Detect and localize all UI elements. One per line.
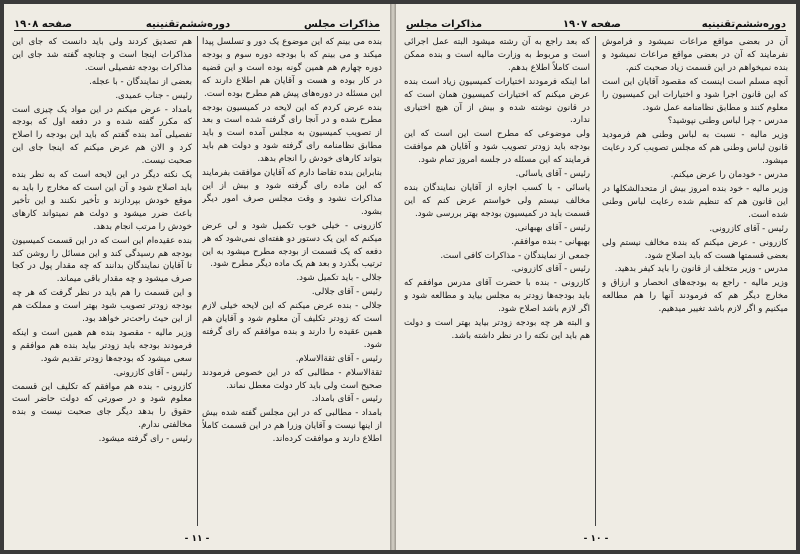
paragraph: کازرونی - بنده هم موافقم که تکلیف این قسمت معلوم شود و در صورتی که دولت حاضر است حقوق را بدهد دیگر جای صحبت نیست و بنده مخالفتی ندارم. xyxy=(12,381,192,431)
left-page-left-column xyxy=(12,36,192,526)
left-header-title: مذاکرات مجلس xyxy=(303,19,380,30)
paragraph: کازرونی - بنده با حضرت آقای مدرس موافقم که باید بودجه‌ها زودتر به مجلس بیاید و مطالعه شود و اگر لازم باشد اصلاح شود. xyxy=(404,278,590,315)
paragraph: رئیس - رای گرفته میشود. xyxy=(98,434,192,445)
paragraph: وزیر مالیه - مقصود بنده هم همین است و اینکه فرمودند بودجه باید زودتر بیاید بنده هم موافقم و سعی میشود که بودجه‌ها زودتر تقدیم شود. xyxy=(12,327,192,364)
book-spread xyxy=(4,4,796,550)
paragraph: که بعد راجع به آن رشته میشود البته عمل اجرائی است و مربوط به وزارت مالیه است و بنده ممکن است کاملاً اطلاع بدهم. xyxy=(404,37,590,73)
paragraph: کازرونی - عرض میکنم که بنده مخالف نیستم ولی بعضی قسمتها هست که باید اصلاح شود. xyxy=(602,237,788,261)
paragraph: ولی موضوعی که مطرح است این است که این بودجه باید زودتر تصویب شود و آقایان هم موافقت فرمایند که این مسئله در جلسه امروز تمام شود. xyxy=(404,129,590,166)
left-header-session: دوره‌ششم‌تقنینیه xyxy=(145,19,231,30)
right-header-session: دوره‌ششم‌تقنینیه xyxy=(701,19,786,30)
right-page-right-column xyxy=(602,36,788,526)
paragraph: رئیس - آقای کازرونی. xyxy=(511,264,590,275)
left-page xyxy=(4,4,390,550)
paragraph: بنده می بینم که این موضوع یک دور و تسلسل پیدا میکند و می بینم که با بودجه دوره سوم و بودجه دوره چهارم هم همین گونه بوده است و این قضیه در کار بوده و هست و آقایان هم اطلاع دارند که این مسئله در دوره‌های پیش هم مطرح بوده است. xyxy=(202,37,382,99)
paragraph: رئیس - آقای جلالی. xyxy=(311,287,382,298)
paragraph: بنده عرض کردم که این لایحه در کمیسیون بودجه مطرح شده و در آنجا رای گرفته شده است و بعد از تصویب کمیسیون به مجلس آمده است و باید مطابق نظامنامه رای گرفته شود و دولت هم باید بتواند کارهای خودش را انجام بدهد. xyxy=(202,102,382,165)
paragraph: بهبهانی - بنده موافقم. xyxy=(511,236,590,247)
paragraph: بعضی از نمایندگان - با عجله. xyxy=(89,76,192,87)
paragraph: یک نکته دیگر در این لایحه است که به نظر بنده باید اصلاح شود و آن این است که مخارج را باید به موقع خودش بپردازند و تأخیر نکنند و این تأخیر باعث ضرر میشود و دولت هم نمیتواند کارهای خودش را مرتب انجام بدهد. xyxy=(12,170,192,232)
paragraph: یاسائی - با کسب اجازه از آقایان نمایندگان بنده مخالف نیستم ولی خواستم عرض کنم که این قسمت باید در کمیسیون بودجه بهتر بررسی شود. xyxy=(404,182,590,219)
paragraph: رئیس - آقای کازرونی. xyxy=(113,367,192,378)
right-page-header xyxy=(406,12,786,31)
left-page-header xyxy=(14,12,380,31)
paragraph: و البته هر چه بودجه زودتر بیاید بهتر است و دولت هم باید این نکته را در نظر داشته باشد. xyxy=(404,318,590,341)
paragraph: بامداد - عرض میکنم در این مواد یک چیزی است که مکرر گفته شده و در دفعه اول که بودجه تفصیلی آمد بنده گفتم که باید این بودجه را اصلاح کرد و الان هم عرض میکنم که اینجا جای این صحبت نیست. xyxy=(12,104,192,167)
paragraph: آنچه مسلم است اینست که مقصود آقایان این است که این قانون اجرا شود و اختیارات این کمیسیون را معلوم کنند و مطابق نظامنامه عمل شود. xyxy=(602,76,788,113)
left-page-number: - ١١ - xyxy=(184,534,210,544)
left-page-right-column xyxy=(202,36,382,526)
paragraph: بامداد - مطالبی که در این مجلس گفته شده بیش از اینها نیست و آقایان وزرا هم در این قسمت کاملاً اطلاع دارند و موافقت کرده‌اند. xyxy=(202,408,382,445)
paragraph: ثقةالاسلام - مطالبی که در این خصوص فرمودند صحیح است ولی باید کار دولت معطل نماند. xyxy=(202,367,382,391)
paragraph: اما اینکه فرمودند اختیارات کمیسیون زیاد است بنده عرض میکنم که اختیارات کمیسیون همان است که در قانون نوشته شده و بیش از آن هیچ اختیاری ندارد. xyxy=(404,76,590,126)
paragraph: کازرونی - خیلی خوب تکمیل شود و لی عرض میکنم که این یک دستور دو هفته‌ای نمی‌شود که هر دفعه که یک قسمت از بودجه مطرح میشود به این ترتیب بگذرد و بعد هم یک ماده دیگر مطرح شود. xyxy=(202,220,382,270)
paragraph: وزیر مالیه - خود بنده امروز بیش از متحدالشکلها در این قانون هم که تنظیم شده رعایت لباس وطنی شده است. xyxy=(602,183,788,220)
right-page-left-column xyxy=(404,36,590,526)
paragraph: رئیس - آقای بامداد. xyxy=(311,394,382,405)
paragraph: آن در بعضی مواقع مراعات نمیشود و فراموش نفرمایند که آن در بعضی مواقع مراعات نمیشود و بنده نمیخواهم در این قسمت زیاد صحبت کنم. xyxy=(602,37,788,73)
right-header-title: مذاکرات مجلس xyxy=(406,19,483,30)
left-header-page-label: صفحه ١٩٠٨ xyxy=(14,19,73,30)
paragraph: بنابراین بنده تقاضا دارم که آقایان موافقت بفرمایند که این ماده رای گرفته شود و بیش از این مذاکرات نشود و وقت مجلس صرف امور دیگر بشود. xyxy=(202,168,382,217)
paragraph: وزیر مالیه - راجع به بودجه‌های انحصار و ارزاق و مخارج دیگر هم که فرمودند آنها را هم مطالعه میکنیم و اگر لازم باشد تغییر میدهیم. xyxy=(602,278,788,315)
paragraph: مدرس - چرا لباس وطنی نپوشید؟ xyxy=(667,116,788,127)
paragraph: رئیس - آقای ثقةالاسلام. xyxy=(295,353,382,364)
paragraph: رئیس - آقای یاسائی. xyxy=(515,169,590,180)
paragraph: و این قسمت را هم باید در نظر گرفت که هر چه بودجه زودتر تصویب شود بهتر است و مملکت هم از این حیث راحت‌تر خواهد بود. xyxy=(12,288,192,325)
paragraph: هم تصدیق کردند ولی باید دانست که جای این مذاکرات اینجا است و چنانچه گفته شد جای این مذاکرات بودجه تفصیلی است. xyxy=(12,37,192,73)
paragraph: جلالی - بنده عرض میکنم که این لایحه خیلی لازم است که زودتر تکلیف آن معلوم شود و آقایان هم همین عقیده را دارند و بنده موافقم که رای گرفته شود. xyxy=(202,301,382,350)
right-page-number: - ١٠ - xyxy=(583,534,609,544)
paragraph: وزیر مالیه - نسبت به لباس وطنی هم فرمودید قانون لباس وطنی هم که مجلس تصویب کرد رعایت میشود. xyxy=(602,130,788,167)
paragraph: مدرس - خودمان را عرض میکنم. xyxy=(670,170,788,181)
paragraph: مدرس - وزیر متخلف از قانون را باید کیفر بدهید. xyxy=(614,264,788,275)
right-page xyxy=(396,4,796,550)
paragraph: بنده عقیده‌ام این است که در این قسمت کمیسیون بودجه هم رسیدگی کند و این مسائل را روشن کند تا آقایان نمایندگان بدانند که چه مقدار پول در کجا صرف میشود و چه مقدار باقی میماند. xyxy=(12,235,192,285)
column-divider xyxy=(595,36,596,526)
paragraph: رئیس - آقای بهبهانی. xyxy=(514,222,590,233)
column-divider xyxy=(197,36,198,526)
paragraph: رئیس - آقای کازرونی. xyxy=(709,223,788,234)
paragraph: جلالی - باید تکمیل شود. xyxy=(296,273,382,284)
paragraph: جمعی از نمایندگان - مذاکرات کافی است. xyxy=(440,250,590,261)
right-header-page-label: صفحه ١٩٠٧ xyxy=(562,19,621,30)
paragraph: رئیس - جناب عمیدی. xyxy=(115,90,192,101)
